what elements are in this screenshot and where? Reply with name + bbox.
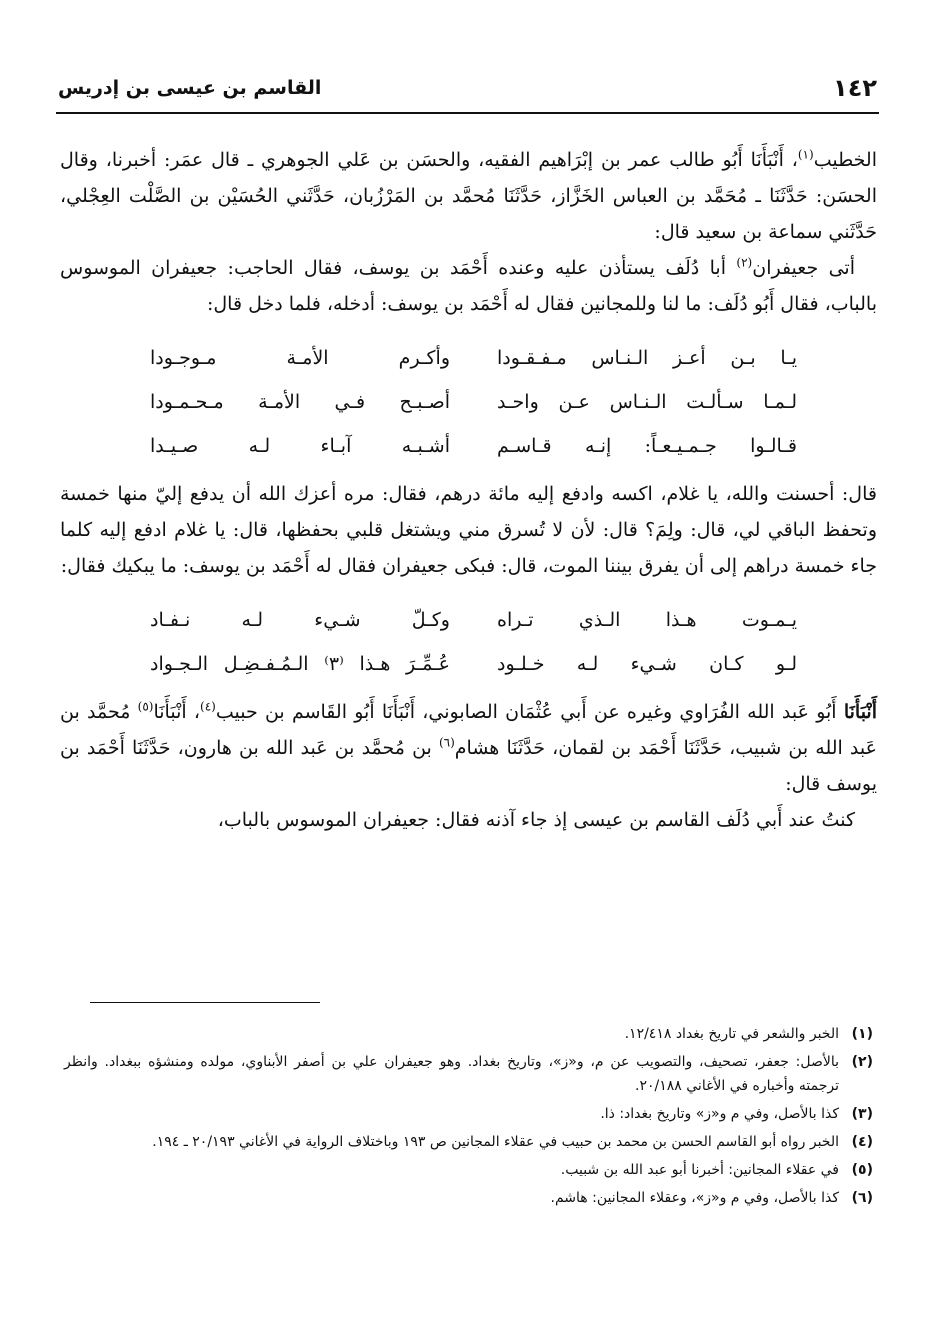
- footnote-number: (٣): [851, 1106, 873, 1122]
- footnote-number: (١): [851, 1026, 873, 1042]
- footnote-text: بالأصل: جعفر، تصحيف، والتصويب عن م، و«ز»، وتاريخ بغداد. وهو جعيفران علي بن أصفر الأبناوي، مولده ومنشؤه ببغداد. وانظر ترجمته وأخباره في الأغاني ٢٠/١٨٨.: [64, 1054, 839, 1094]
- p1-text-b: ، أَنْبَأَنَا أَبُو طالب عمر بن إبْرَاهيم الفقيه، والحسَن بن عَلي الجوهري ـ قال عمَر: أخبرنا، وقال الحسَن: حَدَّثَنَا ـ مُحَمَّد بن العباس الخَزَّاز، حَدَّثَنَا مُحمَّد بن المَرْزُبان، حَدَّثَني الحُسَيْن بن الصَّلْت العِجْلي، حَدَّثَني سماعة بن سعيد قال:: [60, 149, 877, 243]
- header-rule: [56, 112, 879, 114]
- paragraph-3: قال: أحسنت والله، يا غلام، اكسه وادفع إليه مائة درهم، فقال: مره أعزك الله أن يدفع إليّ منها خمسة وتحفظ الباقي لي، قال: ولِمَ؟ قال: لأن لا تُسرق مني ويشتغل قلبي بحفظها، قال: يا غلام ادفع إليه كلما جاء خمسة دراهم إلى أن يفرق بيننا الموت، قال: فبكى جعيفران فقال له أَحْمَد بن يوسف: ما يبكيك فقال:: [60, 483, 877, 577]
- footnote-item: [64, 1186, 873, 1210]
- footnote-number: (٤): [851, 1134, 873, 1150]
- verse-first-half: لـو كـان شـيء لـه خـلـود: [497, 653, 797, 675]
- verse-line: [60, 424, 877, 468]
- page-number: ١٤٢: [833, 74, 877, 102]
- verse-second-half: وكـلّ شـيء لـه نـفـاد: [150, 609, 450, 631]
- footnotes: [64, 1022, 873, 1214]
- verse-line: [60, 598, 877, 642]
- footnote-ref-1: (١): [797, 147, 814, 162]
- paragraph-1: [60, 142, 877, 250]
- paragraph-4: [60, 694, 877, 802]
- footnote-number: (٥): [851, 1162, 873, 1178]
- p4-text-d: بن مُحمَّد بن عَبد الله بن هارون، حَدَّثَنَا أَحْمَد بن يوسف قال:: [60, 737, 877, 795]
- p4-text-b: ، أَنْبَأَنَا: [153, 701, 201, 723]
- p2-text-a: أتى جعيفران: [752, 257, 855, 279]
- p1-text-a: الخطيب: [813, 149, 877, 171]
- footnote-number: (٦): [851, 1190, 873, 1206]
- main-text: [60, 142, 877, 838]
- footnote-text: كذا بالأصل، وفي م و«ز» وتاريخ بغداد: ذا.: [600, 1106, 839, 1122]
- isnad-lead-word: أَنْبَأَنَا: [843, 701, 877, 723]
- verse-line: [60, 380, 877, 424]
- p4-text-a: أَبُو عَبد الله الفُرَاوي وغيره عن أَبي عُثْمَان الصابوني، أَنْبَأَنَا أَبُو القَاسم بن حبيب: [215, 701, 844, 723]
- verse-first-half: يـا بـن أعـز الـنـاس مـفـقـودا: [497, 347, 797, 369]
- poem-1: [60, 336, 877, 468]
- verse-second-half: وأكـرم الأمـة مـوجـودا: [150, 347, 450, 369]
- p4-text-c: مُحمَّد بن عَبد الله بن شبيب، حَدَّثَنَا أَحْمَد بن لقمان، حَدَّثَنَا هشام: [60, 701, 877, 759]
- footnote-number: (٢): [851, 1054, 873, 1070]
- verse-second-half: أصـبـح فـي الأمـة مـحـمـودا: [150, 391, 450, 413]
- verse-second-half: أشـبـه آبـاء لـه صـيـدا: [150, 435, 450, 457]
- verse-second-half: عُـمِّـرَ هـذا ⁽٣⁾ الـمُـفـضِـل الـجـواد: [150, 653, 450, 675]
- footnote-separator: [90, 1002, 320, 1003]
- verse-first-half: قـالـوا جـمـيـعـاً: إنـه قـاسـم: [497, 435, 797, 457]
- footnote-item: [64, 1130, 873, 1154]
- poem-2: [60, 598, 877, 686]
- paragraph-5: كنتُ عند أَبي دُلَف القاسم بن عيسى إذ جاء آذنه فقال: جعيفران الموسوس بالباب،: [217, 809, 855, 831]
- running-title: القاسم بن عيسى بن إدريس: [58, 77, 322, 99]
- p2-text-b: أبا دُلَف يستأذن عليه وعنده أَحْمَد بن يوسف، فقال الحاجب: جعيفران الموسوس بالباب، فقال أَبُو دُلَف: ما لنا وللمجانين فقال له أَحْمَد بن يوسف: أدخله، فلما دخل قال:: [60, 257, 877, 315]
- footnote-ref-6: (٦): [438, 735, 455, 750]
- verse-first-half: لـمـا سـألـت الـنـاس عـن واحـد: [497, 391, 797, 413]
- footnote-item: [64, 1050, 873, 1098]
- footnote-ref-4: (٤): [200, 699, 216, 714]
- footnote-text: الخبر والشعر في تاريخ بغداد ١٢/٤١٨.: [624, 1026, 839, 1042]
- footnote-ref-5: (٥): [137, 699, 154, 714]
- footnote-text: في عقلاء المجانين: أخبرنا أبو عبد الله بن شبيب.: [560, 1162, 839, 1178]
- paragraph-2: [60, 250, 877, 322]
- verse-line: [60, 642, 877, 686]
- footnote-text: كذا بالأصل، وفي م و«ز»، وعقلاء المجانين: هاشم.: [550, 1190, 839, 1206]
- footnote-text: الخبر رواه أبو القاسم الحسن بن محمد بن حبيب في عقلاء المجانين ص ١٩٣ وباختلاف الرواية في الأغاني ٢٠/١٩٣ ـ ١٩٤.: [152, 1134, 839, 1150]
- footnote-ref-2: (٢): [736, 255, 753, 270]
- verse-first-half: يـمـوت هـذا الـذي تـراه: [497, 609, 797, 631]
- verse-line: [60, 336, 877, 380]
- footnote-item: [64, 1102, 873, 1126]
- footnote-item: [64, 1022, 873, 1046]
- page-header: [58, 68, 877, 108]
- footnote-item: [64, 1158, 873, 1182]
